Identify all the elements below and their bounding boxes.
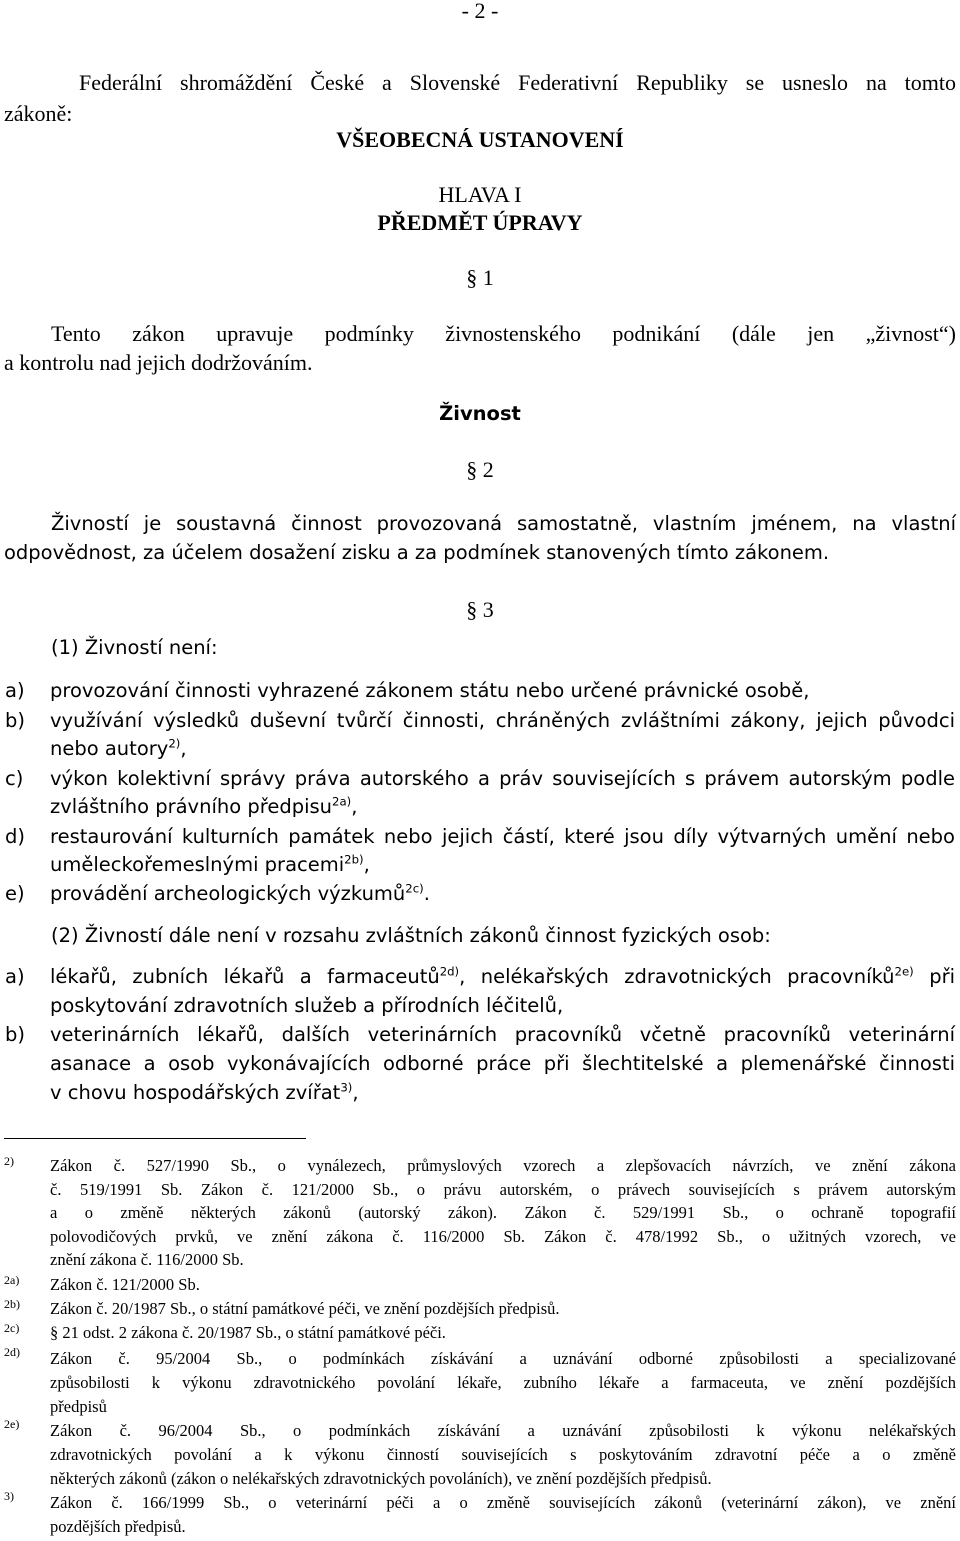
- list-item-label: b): [5, 1023, 25, 1046]
- footnote-line: a o změně některých zákonů (autorský zákon). Zákon č. 529/1991 Sb., o ochraně topografií: [50, 1203, 956, 1222]
- list-item: lékařů, zubních lékařů a farmaceutů$^{2d)}$, nelékařských zdravotnických pracovníků$^{2e)}$ při: [50, 964, 956, 988]
- list-item: v chovu hospodářských zvířat$^{3)}$,: [50, 1080, 359, 1104]
- list-item-label: d): [5, 825, 25, 848]
- footnote-number: 2e): [4, 1417, 20, 1431]
- footnote-line: polovodičových prvků, ve znění zákona č. 116/2000 Sb. Zákon č. 478/1992 Sb., o užitných vzorech, ve: [50, 1226, 956, 1246]
- footnote-line: Zákon č. 95/2004 Sb., o podmínkách získávání a uznávání odborné způsobilosti a specializované: [50, 1349, 956, 1368]
- footnote-line: Zákon č. 121/2000 Sb.: [50, 1275, 200, 1294]
- section-3-para-1: (1) Živností není:: [51, 636, 218, 659]
- footnote-number: 2b): [4, 1297, 20, 1311]
- footnote-line: zdravotnických povolání a k výkonu činností souvisejících s poskytováním zdravotní péče a o změně: [50, 1445, 956, 1464]
- section-3-para-2: (2) Živností dále není v rozsahu zvláštních zákonů činnost fyzických osob:: [51, 924, 771, 947]
- footnote-line: způsobilosti k výkonu zdravotnického povolání lékaře, zubního lékaře a farmaceuta, ve znění pozdějších: [50, 1373, 956, 1392]
- list-item: restaurování kulturních památek nebo jejich částí, které jsou díly výtvarných umění nebo: [50, 825, 955, 848]
- section-3-list-1: [5, 679, 955, 905]
- footnote-number: 2a): [4, 1273, 20, 1287]
- section-3-mark: § 3: [466, 597, 494, 622]
- footnote-line: Zákon č. 527/1990 Sb., o vynálezech, průmyslových vzorech a zlepšovacích návrzích, ve znění zákona: [50, 1156, 956, 1175]
- footnote-line: č. 519/1991 Sb. Zákon č. 121/2000 Sb., o právu autorském, o právech souvisejících s právem autorským: [50, 1179, 956, 1199]
- footnote-ref: 2a): [332, 794, 352, 809]
- list-item-label: c): [5, 767, 24, 790]
- footnote-number: 3): [4, 1489, 14, 1503]
- list-item: provádění archeologických výzkumů$^{2c)}$.: [50, 881, 430, 905]
- footnote-number: 2): [4, 1154, 14, 1168]
- footnote-line: Zákon č. 96/2004 Sb., o podmínkách získávání a uznávání způsobilosti k výkonu nelékařských: [50, 1421, 956, 1440]
- section-1-mark: § 1: [466, 265, 494, 290]
- list-item: využívání výsledků duševní tvůrčí činnosti, chráněných zvláštními zákony, jejich původci: [50, 709, 955, 732]
- list-item: uměleckořemeslnými pracemi$^{2b)}$,: [50, 852, 370, 876]
- footnote-ref: 2d): [439, 964, 460, 979]
- footnotes: [0, 1154, 960, 1539]
- page-number: - 2 -: [461, 0, 499, 23]
- footnote-ref: 2b): [344, 852, 364, 867]
- heading-general-provisions: VŠEOBECNÁ USTANOVENÍ: [336, 127, 624, 152]
- list-item-label: a): [5, 679, 25, 702]
- intro-line-1: Federální shromáždění České a Slovenské Federativní Republiky se usneslo na tomto: [79, 70, 956, 95]
- section-1-line-2: a kontrolu nad jejich dodržováním.: [4, 350, 313, 375]
- footnote-ref: 2c): [405, 881, 424, 896]
- footnote-ref: 2): [168, 736, 181, 751]
- list-item-label: b): [5, 709, 25, 732]
- section-2-line-2: odpovědnost, za účelem dosažení zisku a za podmínek stanovených tímto zákonem.: [4, 541, 830, 564]
- footnote-separator: [4, 1138, 306, 1139]
- footnote-line: předpisů: [50, 1397, 107, 1416]
- footnote-line: znění zákona č. 116/2000 Sb.: [50, 1250, 244, 1269]
- list-item: asanace a osob vykonávajících odborné práce při šlechtitelské a plemenářské činnosti: [50, 1052, 955, 1075]
- list-item-label: a): [5, 965, 25, 988]
- footnote-ref: 3): [340, 1080, 353, 1095]
- intro-line-2: zákoně:: [4, 101, 73, 126]
- footnote-line: některých zákonů (zákon o nelékařských zdravotnických povoláních), ve znění pozdějších předpisů.: [50, 1469, 712, 1488]
- list-item: poskytování zdravotních služeb a přírodních léčitelů,: [50, 994, 564, 1017]
- list-item: veterinárních lékařů, dalších veterinárních pracovníků včetně pracovníků veterinární: [50, 1023, 955, 1046]
- list-item: provozování činnosti vyhrazené zákonem státu nebo určené právnické osobě,: [50, 679, 810, 702]
- section-3-list-2: [5, 964, 956, 1104]
- part-number: HLAVA I: [438, 182, 522, 207]
- footnote-number: 2d): [4, 1345, 20, 1359]
- footnote-line: pozdějších předpisů.: [50, 1517, 186, 1536]
- part-title: PŘEDMĚT ÚPRAVY: [377, 210, 583, 235]
- footnote-ref: 2e): [894, 964, 914, 979]
- section-2-line-1: Živností je soustavná činnost provozovaná samostatně, vlastním jménem, na vlastní: [51, 512, 956, 535]
- list-item-label: e): [5, 882, 25, 905]
- footnote-line: Zákon č. 20/1987 Sb., o státní památkové péči, ve znění pozdějších předpisů.: [50, 1299, 560, 1318]
- footnote-line: § 21 odst. 2 zákona č. 20/1987 Sb., o státní památkové péči.: [50, 1323, 446, 1342]
- section-2-mark: § 2: [466, 457, 494, 482]
- section-1-line-1: Tento zákon upravuje podmínky živnostenského podnikání (dále jen „živnost“): [51, 321, 956, 346]
- footnote-line: Zákon č. 166/1999 Sb., o veterinární péči a o změně souvisejících zákonů (veterinární zákon), ve znění: [50, 1493, 956, 1512]
- list-item: zvláštního právního předpisu$^{2a)}$,: [50, 794, 358, 818]
- list-item: nebo autory$^{2)}$,: [50, 736, 187, 760]
- list-item: výkon kolektivní správy práva autorského a práv souvisejících s právem autorským podle: [50, 767, 955, 790]
- heading-zivnost: Živnost: [439, 402, 521, 425]
- footnote-number: 2c): [4, 1321, 20, 1335]
